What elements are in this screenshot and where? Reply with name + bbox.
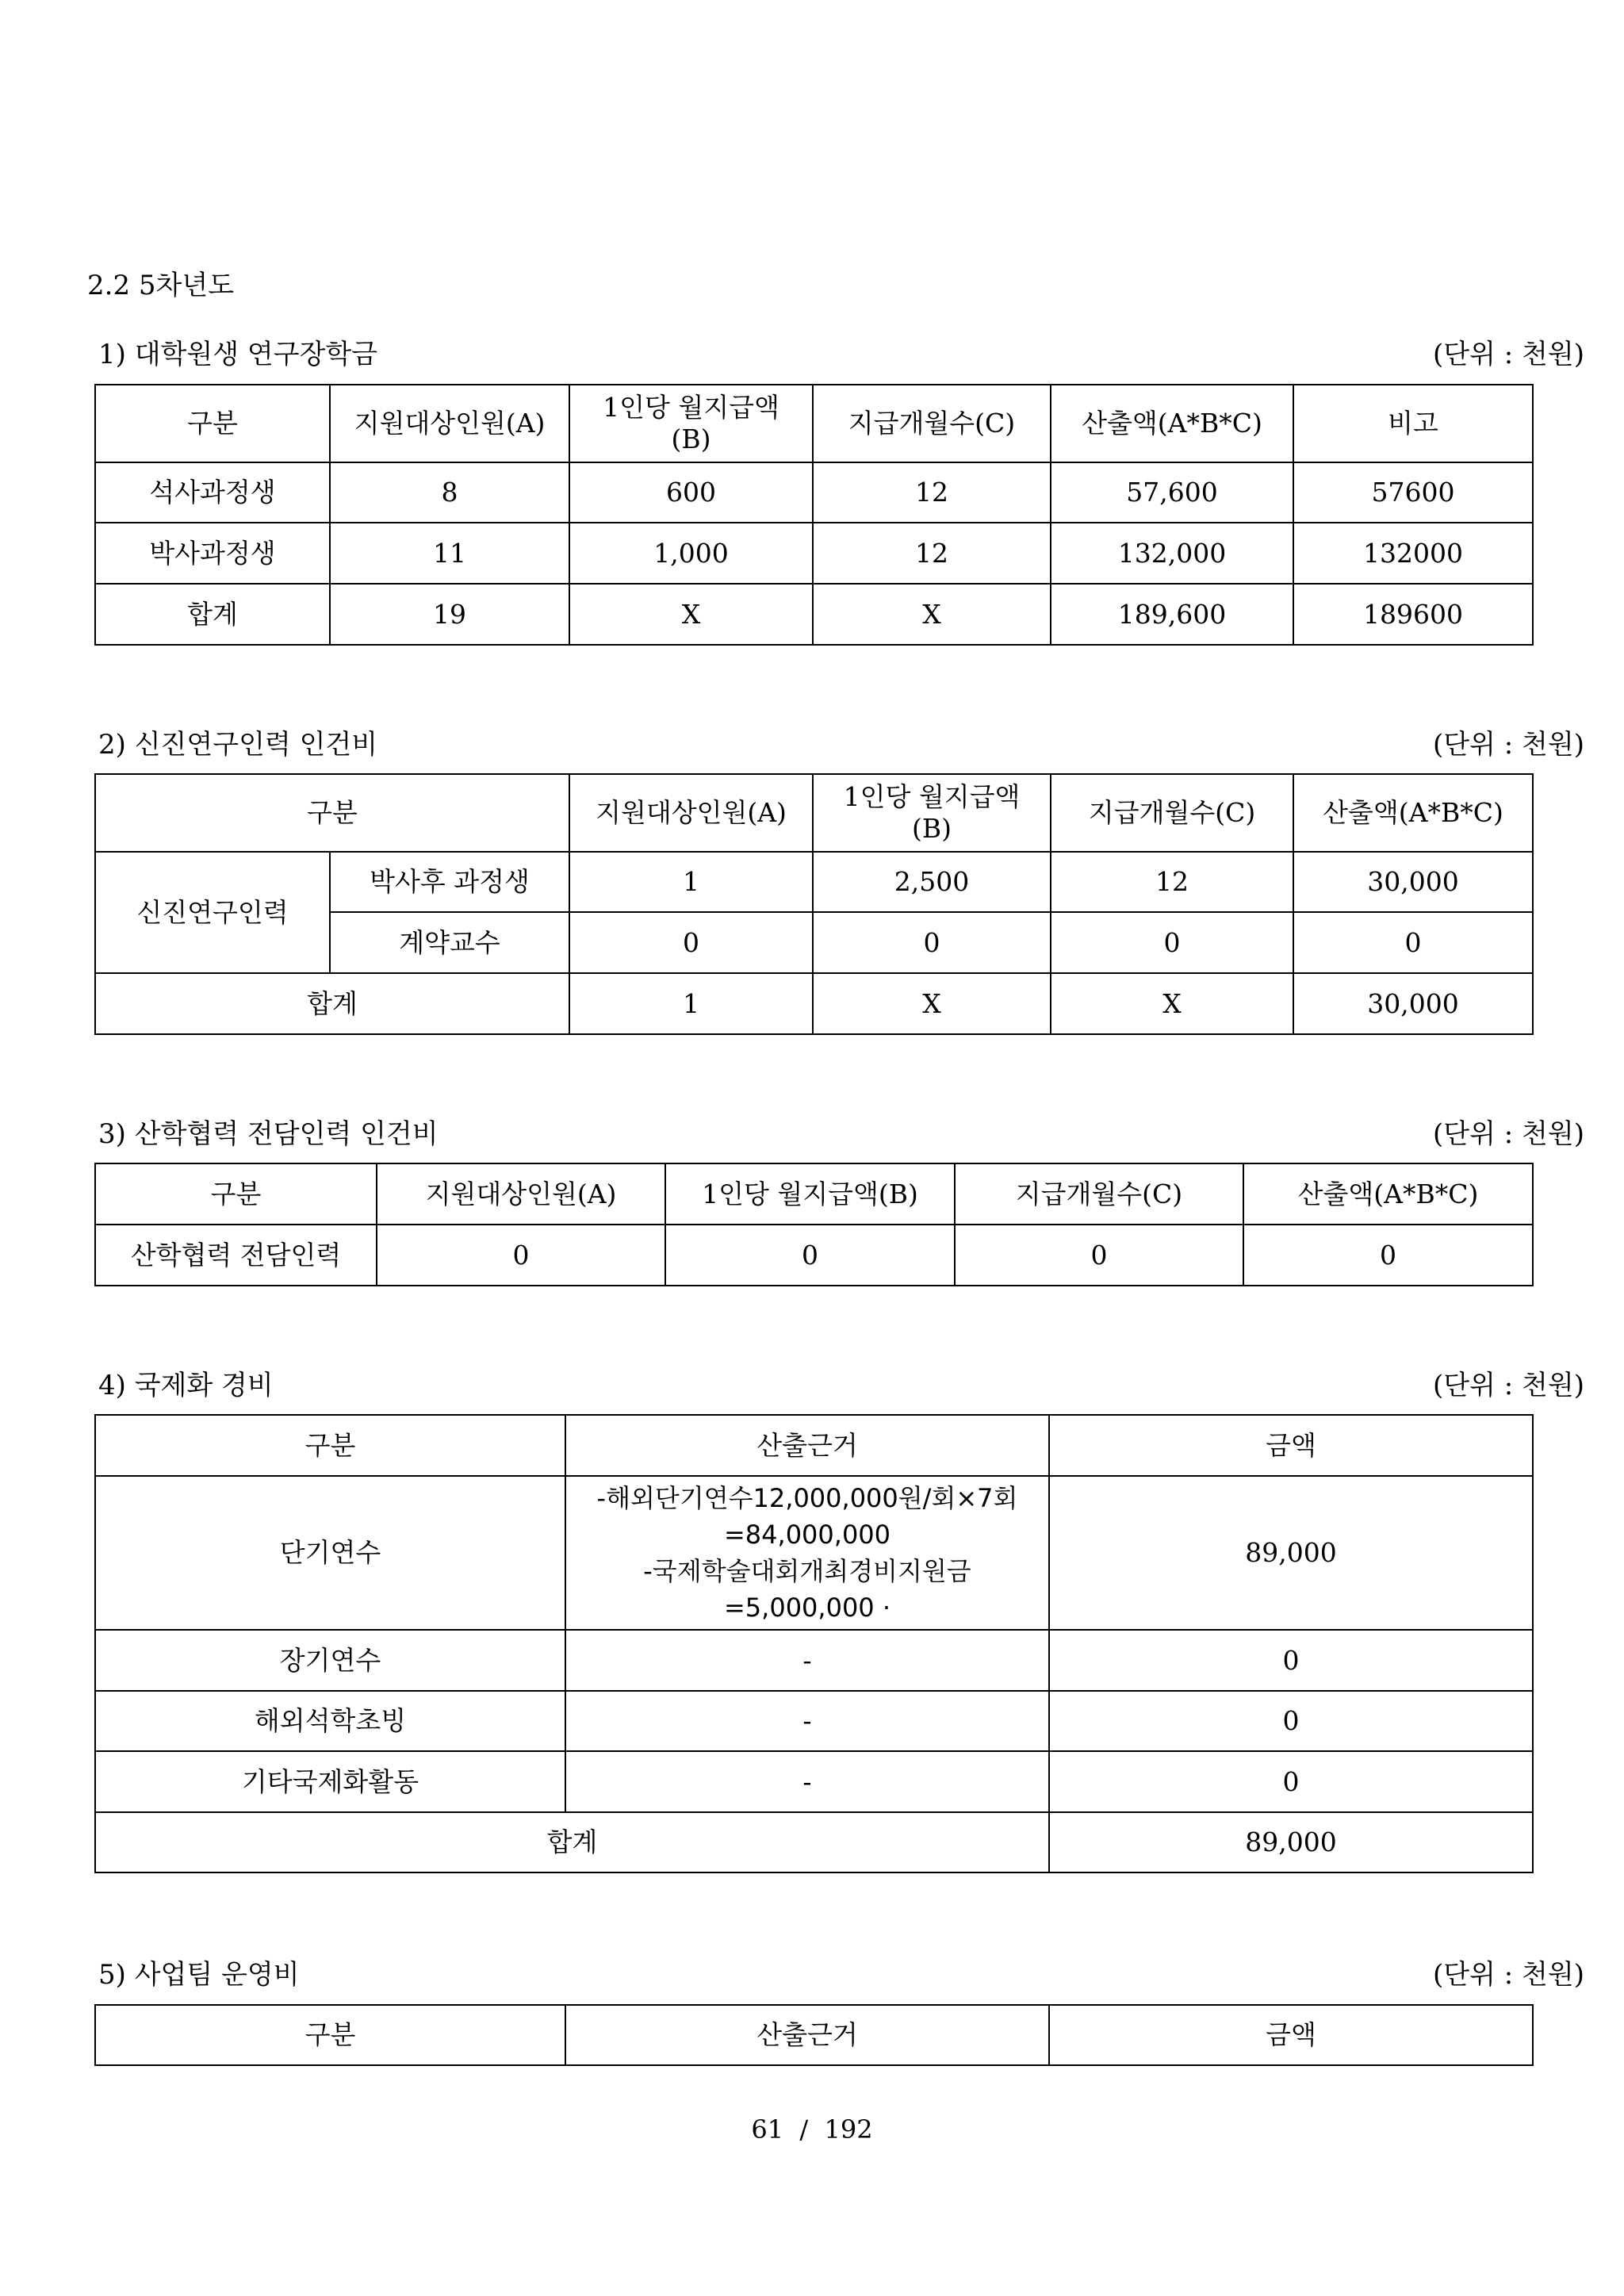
section-heading: 2.2 5차년도 — [87, 270, 235, 301]
page-number: 61 / 192 — [751, 2114, 873, 2145]
table-cell: X — [813, 584, 1051, 645]
header-cell: 산출근거 — [565, 2005, 1049, 2065]
header-cell: 산출액(A*B*C) — [1243, 1163, 1533, 1225]
table-cell: 박사과정생 — [95, 523, 330, 584]
header-cell: 구분 — [95, 1415, 565, 1476]
table-cell: 해외석학초빙 — [95, 1691, 565, 1751]
table-row — [95, 852, 1533, 912]
table-cell: 0 — [665, 1225, 955, 1286]
table-cell: X — [813, 973, 1051, 1034]
total-row — [95, 1812, 1533, 1872]
table-cell: 600 — [569, 462, 813, 523]
table-header-row — [95, 385, 1533, 462]
table-row — [95, 1630, 1533, 1691]
table-cell: 19 — [330, 584, 569, 645]
s1-title: 1) 대학원생 연구장학금 — [98, 339, 378, 370]
table-cell: 30,000 — [1293, 973, 1533, 1034]
header-cell: 구분 — [95, 385, 330, 462]
s4-unit-label: (단위 : 천원) — [1433, 1370, 1584, 1401]
table-cell: 0 — [569, 912, 813, 973]
table-row — [95, 1691, 1533, 1751]
table-cell: 단기연수 — [95, 1476, 565, 1630]
s1-unit-label: (단위 : 천원) — [1433, 339, 1584, 370]
table-header-row — [95, 1163, 1533, 1225]
s3-unit-label: (단위 : 천원) — [1433, 1118, 1584, 1150]
header-cell: 금액 — [1049, 2005, 1533, 2065]
header-cell: 구분 — [95, 774, 569, 852]
table-cell: 12 — [813, 523, 1051, 584]
basis-cell: -해외단기연수12,000,000원/회×7회 =84,000,000 -국제학술대회개최경비지원금 =5,000,000 · — [565, 1476, 1049, 1630]
table-cell: 57,600 — [1051, 462, 1293, 523]
operating-cost-table — [94, 2004, 1534, 2066]
table-cell: 0 — [955, 1225, 1243, 1286]
table-cell: 132000 — [1293, 523, 1533, 584]
table-cell: 89,000 — [1049, 1812, 1533, 1872]
table-cell: 89,000 — [1049, 1476, 1533, 1630]
table-cell: 0 — [1243, 1225, 1533, 1286]
s2-title: 2) 신진연구인력 인건비 — [98, 729, 378, 761]
s4-title: 4) 국제화 경비 — [98, 1370, 274, 1401]
table-cell: - — [565, 1691, 1049, 1751]
table-cell: 12 — [813, 462, 1051, 523]
table-cell: 1 — [569, 973, 813, 1034]
total-row — [95, 973, 1533, 1034]
table-cell: 0 — [1049, 1751, 1533, 1812]
table-cell: 0 — [813, 912, 1051, 973]
s2-unit-label: (단위 : 천원) — [1433, 729, 1584, 761]
table-cell: 57600 — [1293, 462, 1533, 523]
header-cell: 지급개월수(C) — [955, 1163, 1243, 1225]
table-cell: 장기연수 — [95, 1630, 565, 1691]
header-cell: 비고 — [1293, 385, 1533, 462]
table-cell: 합계 — [95, 1812, 1049, 1872]
s5-title: 5) 사업팀 운영비 — [98, 1959, 300, 1991]
table-header-row — [95, 1415, 1533, 1476]
header-cell: 구분 — [95, 2005, 565, 2065]
header-cell: 지급개월수(C) — [1051, 774, 1293, 852]
header-cell: 지원대상인원(A) — [330, 385, 569, 462]
table-cell: 2,500 — [813, 852, 1051, 912]
table-cell: 1 — [569, 852, 813, 912]
table-header-row — [95, 2005, 1533, 2065]
header-cell: 산출액(A*B*C) — [1293, 774, 1533, 852]
header-cell: 1인당 월지급액(B) — [665, 1163, 955, 1225]
table-cell: - — [565, 1751, 1049, 1812]
table-row — [95, 1751, 1533, 1812]
table-cell: 산학협력 전담인력 — [95, 1225, 377, 1286]
header-cell: 산출근거 — [565, 1415, 1049, 1476]
table-cell: X — [569, 584, 813, 645]
table-cell: 합계 — [95, 584, 330, 645]
table-row — [95, 1225, 1533, 1286]
scholarship-table — [94, 384, 1534, 646]
table-cell: 0 — [1293, 912, 1533, 973]
industry-staff-table — [94, 1163, 1534, 1286]
table-cell: 8 — [330, 462, 569, 523]
internationalization-table — [94, 1414, 1534, 1873]
header-cell: 구분 — [95, 1163, 377, 1225]
header-cell: 지원대상인원(A) — [377, 1163, 665, 1225]
table-cell: 0 — [1049, 1691, 1533, 1751]
table-cell: 189,600 — [1051, 584, 1293, 645]
group-cell: 신진연구인력 — [95, 852, 330, 973]
table-header-row — [95, 774, 1533, 852]
header-cell: 산출액(A*B*C) — [1051, 385, 1293, 462]
table-cell: - — [565, 1630, 1049, 1691]
table-cell: 0 — [1049, 1630, 1533, 1691]
table-cell: 합계 — [95, 973, 569, 1034]
header-cell: 1인당 월지급액 (B) — [813, 774, 1051, 852]
table-row — [95, 523, 1533, 584]
s5-unit-label: (단위 : 천원) — [1433, 1959, 1584, 1991]
header-cell: 1인당 월지급액 (B) — [569, 385, 813, 462]
table-row — [95, 1476, 1533, 1630]
table-cell: 12 — [1051, 852, 1293, 912]
header-cell: 금액 — [1049, 1415, 1533, 1476]
header-cell: 지급개월수(C) — [813, 385, 1051, 462]
researcher-table — [94, 773, 1534, 1035]
table-cell: 189600 — [1293, 584, 1533, 645]
total-row — [95, 584, 1533, 645]
table-cell: 1,000 — [569, 523, 813, 584]
header-cell: 지원대상인원(A) — [569, 774, 813, 852]
table-cell: 석사과정생 — [95, 462, 330, 523]
table-cell: 0 — [377, 1225, 665, 1286]
table-cell: 박사후 과정생 — [330, 852, 569, 912]
table-cell: 0 — [1051, 912, 1293, 973]
table-row — [95, 462, 1533, 523]
table-cell: 30,000 — [1293, 852, 1533, 912]
table-cell: 11 — [330, 523, 569, 584]
s3-title: 3) 산학협력 전담인력 인건비 — [98, 1118, 439, 1150]
table-cell: 기타국제화활동 — [95, 1751, 565, 1812]
table-cell: 132,000 — [1051, 523, 1293, 584]
table-cell: 계약교수 — [330, 912, 569, 973]
table-cell: X — [1051, 973, 1293, 1034]
